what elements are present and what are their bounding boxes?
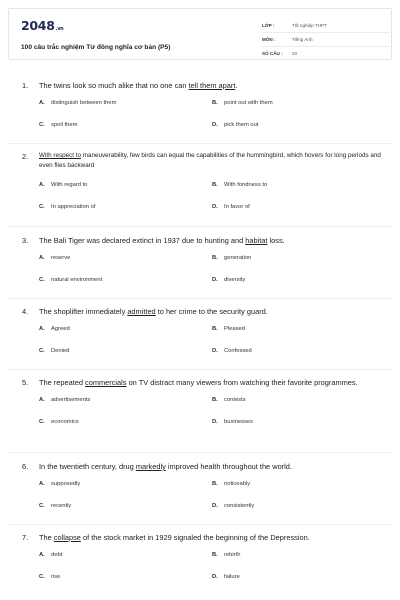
question-number: 3. bbox=[22, 236, 29, 245]
option-text: Pleased bbox=[224, 326, 245, 332]
answer-options bbox=[22, 480, 382, 514]
question-4 bbox=[22, 306, 382, 359]
option-letter: A. bbox=[39, 552, 45, 558]
option-letter: D. bbox=[212, 419, 218, 425]
option-c[interactable] bbox=[39, 276, 102, 285]
option-text: supposedly bbox=[51, 481, 81, 487]
stem-pre: In the twentieth century, drug bbox=[39, 462, 136, 471]
option-text: With fondness to bbox=[224, 182, 268, 188]
option-text: point out with them bbox=[224, 100, 273, 106]
answer-options bbox=[22, 99, 382, 133]
option-b[interactable] bbox=[212, 99, 273, 108]
option-b[interactable] bbox=[212, 480, 250, 489]
option-text: pick them out bbox=[224, 122, 259, 128]
answer-options bbox=[22, 551, 382, 585]
stem-post: loss. bbox=[267, 236, 285, 245]
question-text bbox=[39, 80, 382, 91]
option-text: Denied bbox=[51, 348, 70, 354]
option-text: natural environment bbox=[51, 277, 103, 283]
stem-post: . bbox=[235, 81, 238, 90]
meta-label: SỐ CÂU : bbox=[262, 51, 283, 56]
meta-row-count bbox=[262, 47, 390, 60]
question-1 bbox=[22, 80, 382, 133]
option-letter: A. bbox=[39, 326, 45, 332]
option-letter: A. bbox=[39, 182, 45, 188]
option-a[interactable] bbox=[39, 480, 80, 489]
option-text: businesses bbox=[224, 419, 254, 425]
worksheet-header bbox=[8, 8, 392, 60]
question-3 bbox=[22, 235, 382, 288]
meta-label: LỚP : bbox=[262, 23, 275, 28]
option-text: With regard to bbox=[51, 182, 88, 188]
option-a[interactable] bbox=[39, 181, 87, 190]
option-d[interactable] bbox=[212, 276, 245, 285]
option-letter: C. bbox=[39, 574, 45, 580]
option-text: distinguish between them bbox=[51, 100, 117, 106]
meta-value: Tốt nghiệp THPT bbox=[292, 23, 327, 28]
option-text: generation bbox=[224, 255, 252, 261]
stem-pre: The bbox=[39, 533, 54, 542]
stem-post: to her crime to the security guard. bbox=[155, 307, 268, 316]
question-stem bbox=[22, 235, 382, 246]
option-letter: C. bbox=[39, 419, 45, 425]
underlined-phrase: With respect to bbox=[39, 152, 81, 159]
meta-label: MÔN : bbox=[262, 37, 276, 42]
option-text: debt bbox=[51, 552, 63, 558]
underlined-phrase: commercials bbox=[85, 378, 127, 387]
option-letter: B. bbox=[212, 100, 218, 106]
option-letter: C. bbox=[39, 503, 45, 509]
option-a[interactable] bbox=[39, 325, 70, 334]
stem-post: of the stock market in 1929 signaled the beginning of the Depression. bbox=[80, 533, 310, 542]
option-text: noticeably bbox=[224, 481, 251, 487]
question-number: 4. bbox=[22, 307, 29, 316]
question-number: 7. bbox=[22, 533, 29, 542]
question-7 bbox=[22, 532, 382, 585]
option-letter: D. bbox=[212, 348, 218, 354]
option-letter: B. bbox=[212, 481, 218, 487]
divider bbox=[8, 143, 392, 144]
option-c[interactable] bbox=[39, 347, 69, 356]
stem-pre: The shoplifter immediately bbox=[39, 307, 128, 316]
stem-pre: The repeated bbox=[39, 378, 86, 387]
question-number: 5. bbox=[22, 378, 29, 387]
option-text: failure bbox=[224, 574, 240, 580]
option-b[interactable] bbox=[212, 396, 246, 405]
option-text: advertisements bbox=[51, 397, 91, 403]
option-d[interactable] bbox=[212, 203, 250, 212]
divider bbox=[8, 524, 392, 525]
answer-options bbox=[22, 181, 382, 215]
option-d[interactable] bbox=[212, 502, 254, 511]
question-stem bbox=[22, 377, 382, 388]
option-letter: C. bbox=[39, 277, 45, 283]
question-text bbox=[39, 532, 382, 543]
option-letter: D. bbox=[212, 574, 218, 580]
underlined-phrase: collapse bbox=[53, 533, 81, 542]
option-c[interactable] bbox=[39, 121, 77, 130]
option-d[interactable] bbox=[212, 418, 253, 427]
option-letter: B. bbox=[212, 326, 218, 332]
question-5 bbox=[22, 377, 382, 430]
option-text: rise bbox=[51, 574, 61, 580]
stem-pre: The twins look so much alike that no one can bbox=[39, 81, 189, 90]
option-letter: D. bbox=[212, 204, 218, 210]
option-letter: C. bbox=[39, 122, 45, 128]
option-letter: C. bbox=[39, 204, 45, 210]
question-text bbox=[39, 306, 382, 317]
question-text bbox=[39, 151, 382, 171]
option-text: spoil them bbox=[51, 122, 78, 128]
question-number: 1. bbox=[22, 81, 29, 90]
option-letter: D. bbox=[212, 277, 218, 283]
option-d[interactable] bbox=[212, 347, 252, 356]
option-letter: A. bbox=[39, 255, 45, 261]
option-a[interactable] bbox=[39, 396, 90, 405]
option-text: In favor of bbox=[224, 204, 250, 210]
underlined-phrase: admitted bbox=[127, 307, 156, 316]
option-letter: A. bbox=[39, 100, 45, 106]
option-c[interactable] bbox=[39, 502, 71, 511]
question-2 bbox=[22, 151, 382, 215]
option-text: consistently bbox=[224, 503, 255, 509]
stem-post: on TV distract many viewers from watching their favorite programmes. bbox=[126, 378, 358, 387]
worksheet-title: 100 câu trắc nghiệm Từ đồng nghĩa cơ bản (P5) bbox=[21, 44, 171, 51]
option-b[interactable] bbox=[212, 325, 245, 334]
option-text: contests bbox=[224, 397, 246, 403]
option-letter: B. bbox=[212, 397, 218, 403]
option-a[interactable] bbox=[39, 254, 70, 263]
stem-post: improved health throughout the world. bbox=[165, 462, 292, 471]
site-logo[interactable] bbox=[21, 18, 63, 33]
question-text bbox=[39, 377, 382, 388]
stem-pre: The Bali Tiger was declared extinct in 1937 due to hunting and bbox=[39, 236, 246, 245]
option-letter: A. bbox=[39, 397, 45, 403]
question-stem bbox=[22, 306, 382, 317]
option-letter: B. bbox=[212, 182, 218, 188]
meta-row-class bbox=[262, 19, 390, 33]
option-letter: D. bbox=[212, 122, 218, 128]
option-b[interactable] bbox=[212, 551, 240, 560]
option-letter: A. bbox=[39, 481, 45, 487]
option-text: In appreciation of bbox=[51, 204, 96, 210]
question-number: 2. bbox=[22, 152, 29, 161]
stem-post: maneuverability, few birds can equal the capabilities of the hummingbird, which hovers for long periods and even flies backward bbox=[39, 152, 381, 169]
option-b[interactable] bbox=[212, 181, 267, 190]
divider bbox=[8, 298, 392, 299]
divider bbox=[8, 226, 392, 227]
answer-options bbox=[22, 325, 382, 359]
question-number: 6. bbox=[22, 462, 29, 471]
question-stem bbox=[22, 151, 382, 171]
option-a[interactable] bbox=[39, 99, 116, 108]
meta-value: 20 bbox=[292, 51, 298, 56]
logo-domain: .vn bbox=[55, 26, 64, 32]
option-text: economics bbox=[51, 419, 79, 425]
divider bbox=[8, 369, 392, 370]
question-stem bbox=[22, 532, 382, 543]
option-c[interactable] bbox=[39, 418, 79, 427]
question-text bbox=[39, 235, 382, 246]
option-b[interactable] bbox=[212, 254, 251, 263]
option-c[interactable] bbox=[39, 573, 60, 582]
meta-value: Tiếng Anh bbox=[292, 37, 313, 42]
underlined-phrase: markedly bbox=[135, 462, 166, 471]
underlined-phrase: tell them apart bbox=[188, 81, 236, 90]
question-text bbox=[39, 461, 382, 472]
option-letter: D. bbox=[212, 503, 218, 509]
option-text: Agreed bbox=[51, 326, 70, 332]
option-d[interactable] bbox=[212, 121, 258, 130]
logo-main: 2048 bbox=[21, 18, 55, 33]
option-d[interactable] bbox=[212, 573, 240, 582]
option-c[interactable] bbox=[39, 203, 95, 212]
worksheet-meta bbox=[262, 19, 390, 60]
option-letter: B. bbox=[212, 552, 218, 558]
divider bbox=[8, 452, 392, 453]
option-text: diversity bbox=[224, 277, 246, 283]
option-text: recently bbox=[51, 503, 72, 509]
question-stem bbox=[22, 461, 382, 472]
option-text: rebirth bbox=[224, 552, 241, 558]
question-6 bbox=[22, 461, 382, 514]
meta-row-subject bbox=[262, 33, 390, 47]
underlined-phrase: habitat bbox=[245, 236, 268, 245]
option-text: reserve bbox=[51, 255, 71, 261]
option-letter: B. bbox=[212, 255, 218, 261]
option-a[interactable] bbox=[39, 551, 62, 560]
option-text: Confessed bbox=[224, 348, 252, 354]
question-stem bbox=[22, 80, 382, 91]
answer-options bbox=[22, 396, 382, 430]
answer-options bbox=[22, 254, 382, 288]
option-letter: C. bbox=[39, 348, 45, 354]
